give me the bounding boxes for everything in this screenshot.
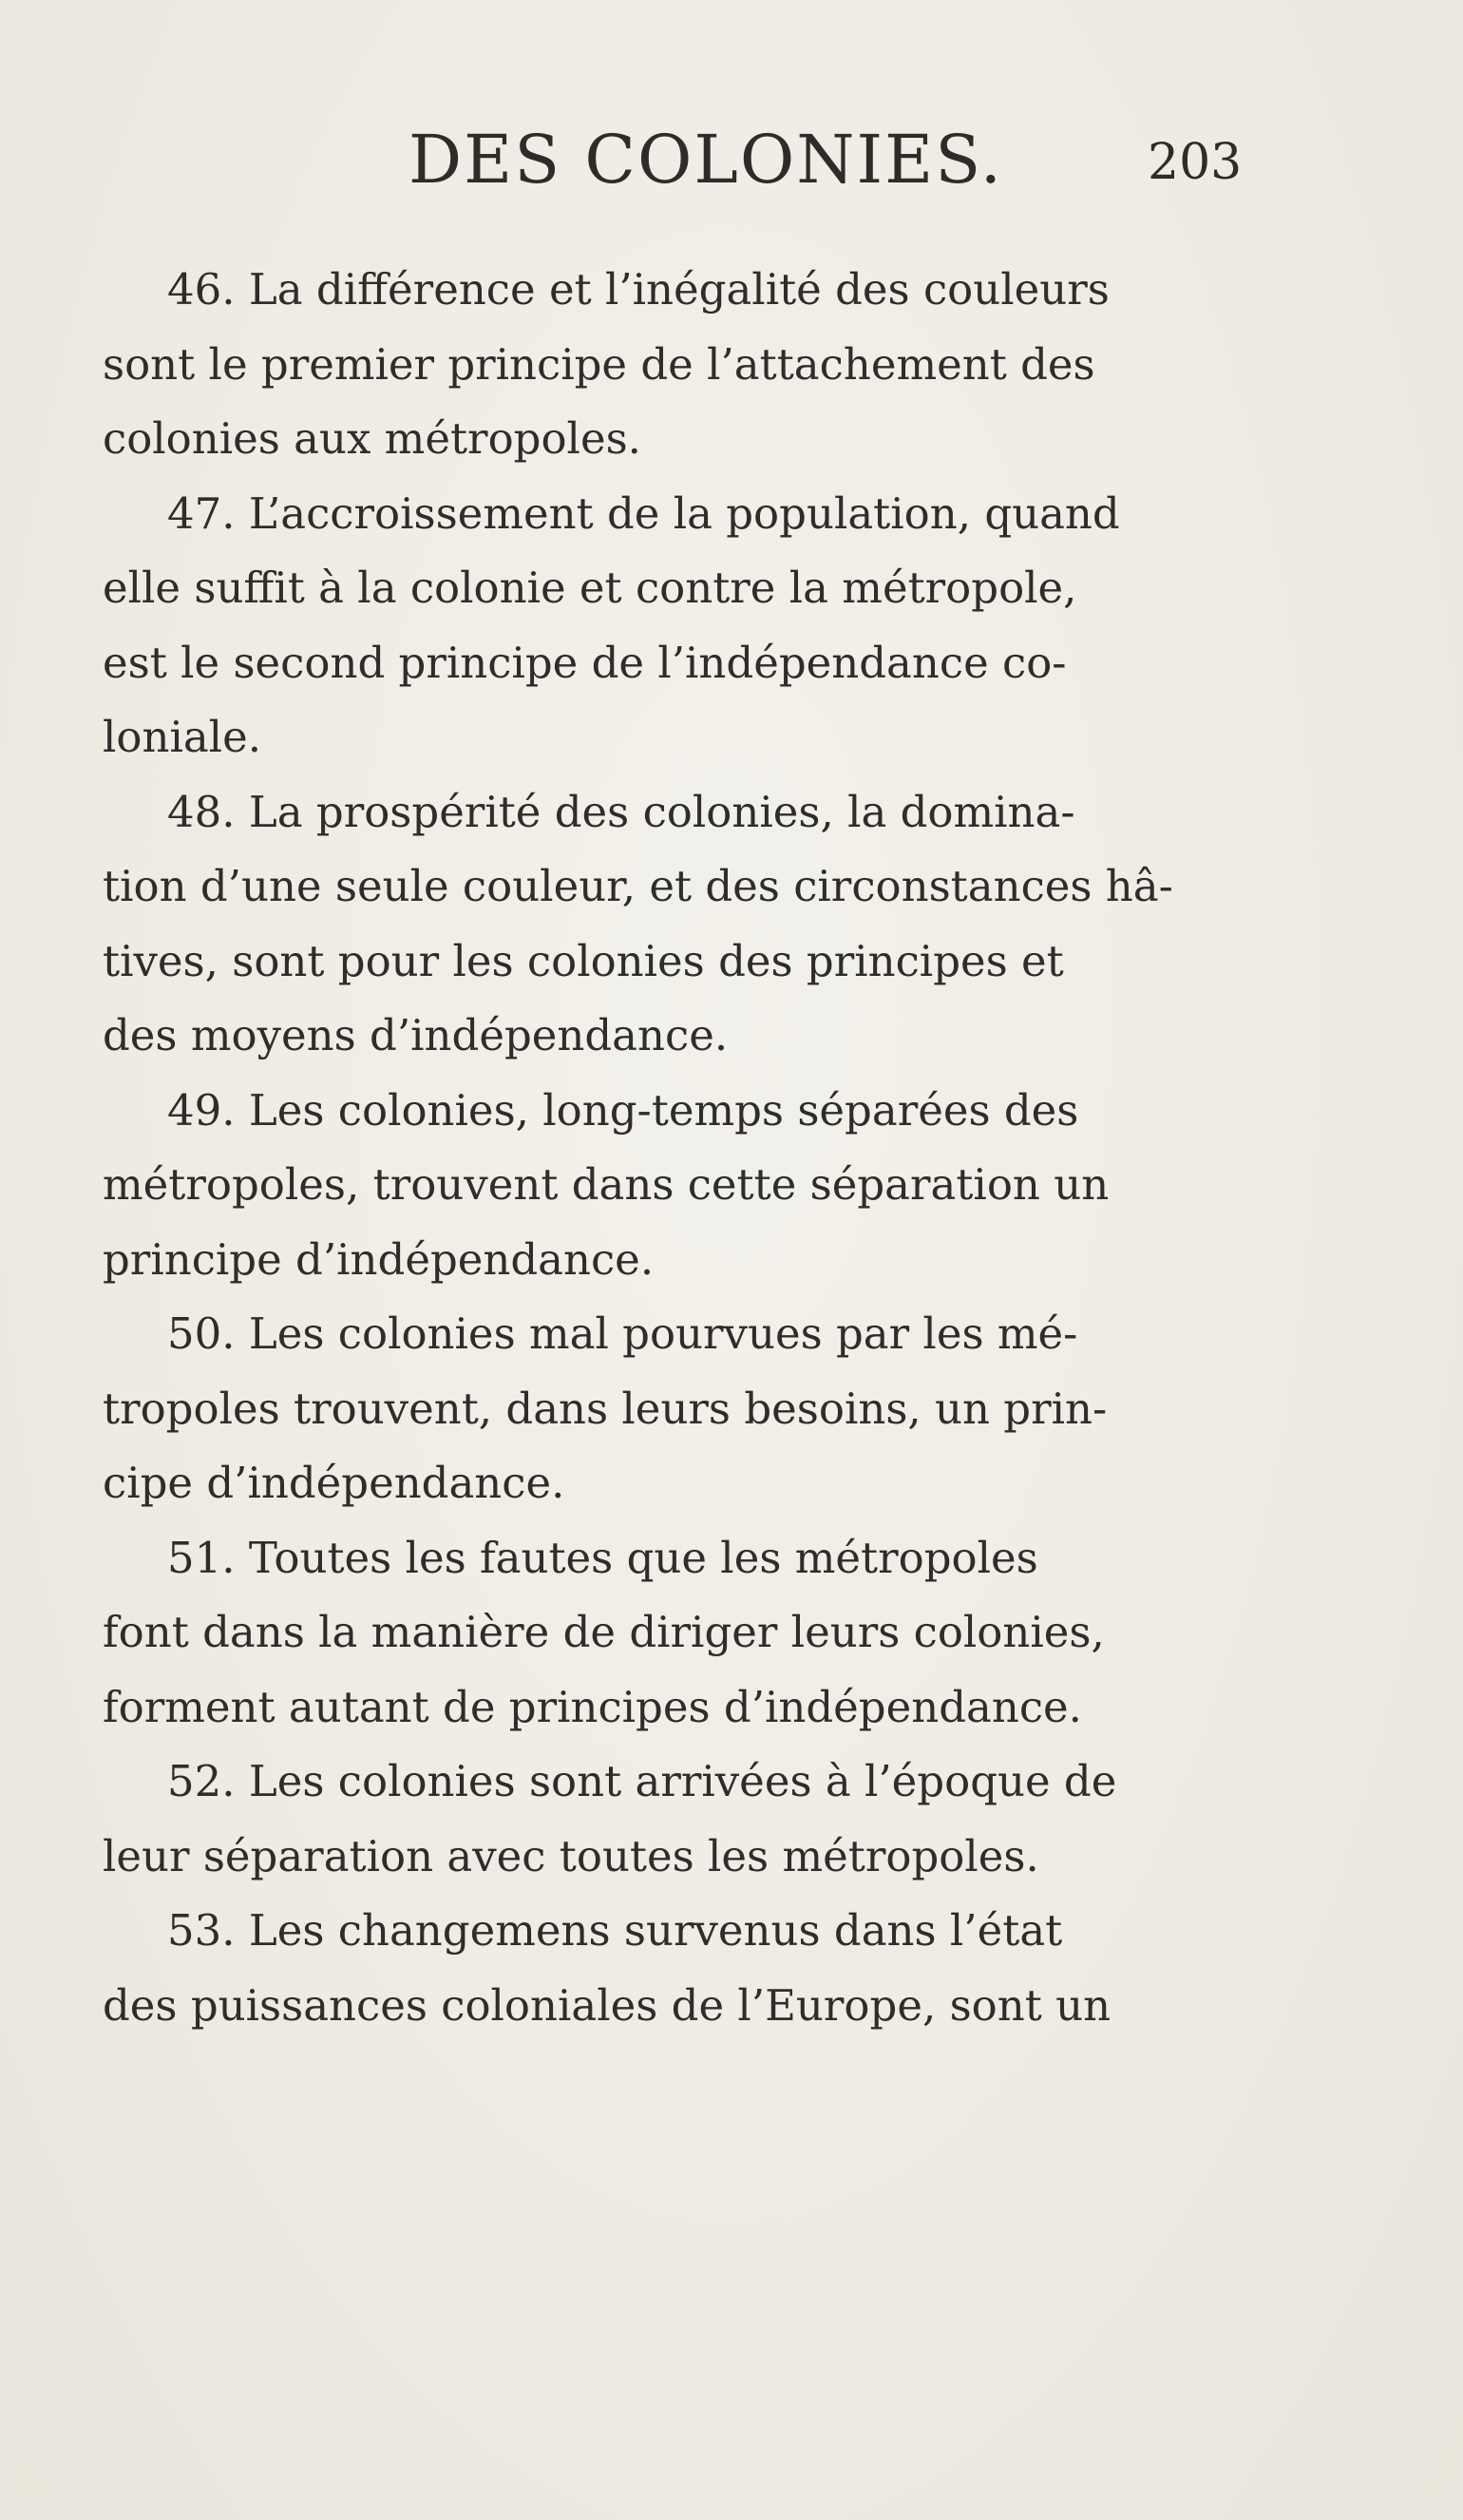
page-number: 203: [1148, 134, 1243, 191]
paragraph-46-line-3: colonies aux métropoles.: [103, 413, 641, 464]
paragraph-46-line-2: sont le premier principe de l’attachement des: [103, 338, 1095, 390]
paragraph-48-line-1: 48. La prospérité des colonies, la domina-: [167, 786, 1075, 837]
paragraph-48-line-4: des moyens d’indépendance.: [103, 1010, 729, 1060]
paragraph-49-line-2: métropoles, trouvent dans cette séparation un: [103, 1159, 1110, 1210]
paragraph-49-line-3: principe d’indépendance.: [103, 1233, 655, 1285]
paragraph-49-line-1: 49. Les colonies, long-temps séparées des: [167, 1084, 1079, 1136]
paragraph-50-line-2: tropoles trouvent, dans leurs besoins, un prin-: [103, 1383, 1108, 1434]
paragraph-48-line-3: tives, sont pour les colonies des principes et: [103, 935, 1064, 986]
paragraph-47-line-2: elle suffit à la colonie et contre la métropole,: [103, 563, 1077, 613]
paragraph-50-line-3: cipe d’indépendance.: [103, 1458, 565, 1508]
running-title: DES COLONIES.: [408, 121, 1003, 199]
running-head: [0, 122, 1463, 198]
paragraph-48-line-2: tion d’une seule couleur, et des circonstances hâ-: [103, 861, 1173, 911]
paragraph-52-line-2: leur séparation avec toutes les métropoles.: [103, 1830, 1039, 1881]
paragraph-47-line-4: loniale.: [103, 712, 262, 762]
paragraph-51-line-2: font dans la manière de diriger leurs colonies,: [103, 1607, 1105, 1657]
paragraph-51-line-1: 51. Toutes les fautes que les métropoles: [167, 1532, 1038, 1583]
paragraph-50-line-1: 50. Les colonies mal pourvues par les mé-: [167, 1308, 1078, 1359]
paragraph-53-line-2: des puissances coloniales de l’Europe, sont un: [103, 1979, 1112, 2031]
body-text: [103, 253, 1243, 2043]
paragraph-53-line-1: 53. Les changemens survenus dans l’état: [167, 1905, 1063, 1956]
paragraph-52-line-1: 52. Les colonies sont arrivées à l’époque de: [167, 1756, 1117, 1806]
paragraph-46-line-1: 46. La différence et l’inégalité des couleurs: [167, 264, 1110, 315]
paragraph-47-line-1: 47. L’accroissement de la population, quand: [167, 487, 1120, 539]
paragraph-47-line-3: est le second principe de l’indépendance co-: [103, 637, 1067, 688]
paragraph-51-line-3: forment autant de principes d’indépendance.: [103, 1681, 1082, 1732]
